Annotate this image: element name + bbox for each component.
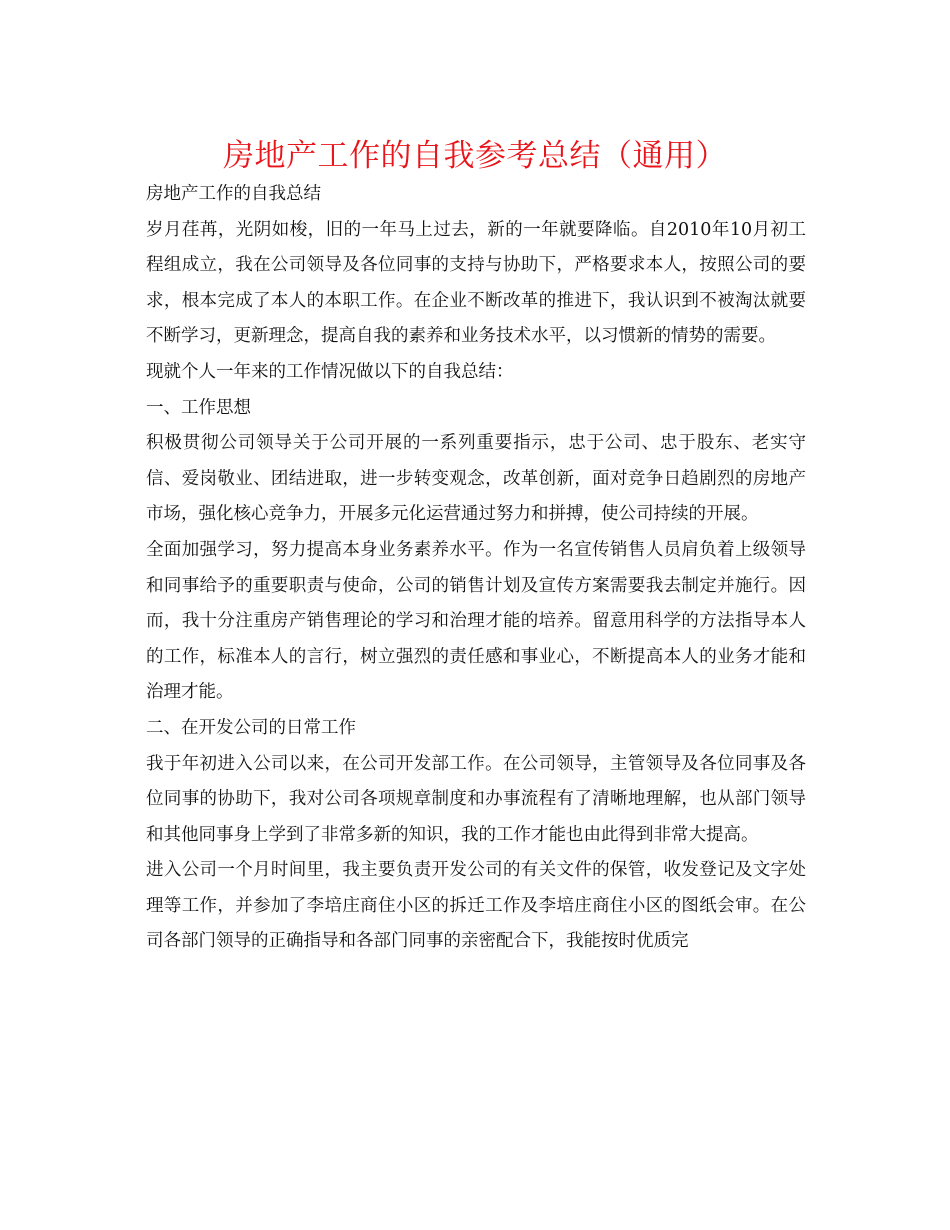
paragraph-summary-lead: 现就个人一年来的工作情况做以下的自我总结： [146, 361, 514, 382]
paragraph-subtitle: 房地产工作的自我总结 [146, 184, 321, 204]
document-title: 房地产工作的自我参考总结（通用） [223, 138, 727, 174]
section-heading-work-thought: 一、工作思想 [146, 397, 251, 418]
paragraph-intro: 岁月荏苒，光阴如梭，旧的一年马上过去，新的一年就要降临。自2010年10月初工程组成立，我在公司领导及各位同事的支持与协助下，严格要求本人，按照公司的要求，根本完成了本人的本职工作。在企业不断改革的推进下，我认识到不被淘汰就要不断学习，更新理念，提高自我的素养和业务技术水平，以习惯新的情势的需要。 [146, 219, 806, 347]
paragraph-work-thought: 积极贯彻公司领导关于公司开展的一系列重要指示，忠于公司、忠于股东、老实守信、爱岗敬业、团结进取，进一步转变观念，改革创新，面对竞争日趋剧烈的房地产市场，强化核心竞争力，开展多元化运营通过努力和拼搏，使公司持续的开展。 [146, 433, 806, 525]
paragraph-daily-work: 我于年初进入公司以来，在公司开发部工作。在公司领导，主管领导及各位同事及各位同事的协助下，我对公司各项规章制度和办事流程有了清晰地理解，也从部门领导和其他同事身上学到了非常多新的知识，我的工作才能也由此得到非常大提高。 [146, 753, 806, 845]
paragraph-first-month: 进入公司一个月时间里，我主要负责开发公司的有关文件的保管，收发登记及文字处理等工作，并参加了李培庄商住小区的拆迁工作及李培庄商住小区的图纸会审。在公司各部门领导的正确指导和各部门同事的亲密配合下，我能按时优质完 [146, 860, 806, 952]
document-body [146, 177, 806, 960]
section-heading-daily-work: 二、在开发公司的日常工作 [146, 717, 356, 738]
paragraph-study: 全面加强学习，努力提高本身业务素养水平。作为一名宣传销售人员肩负着上级领导和同事给予的重要职责与使命，公司的销售计划及宣传方案需要我去制定并施行。因而，我十分注重房产销售理论的学习和治理才能的培养。留意用科学的方法指导本人的工作，标准本人的言行，树立强烈的责任感和事业心，不断提高本人的业务才能和治理才能。 [146, 539, 806, 703]
